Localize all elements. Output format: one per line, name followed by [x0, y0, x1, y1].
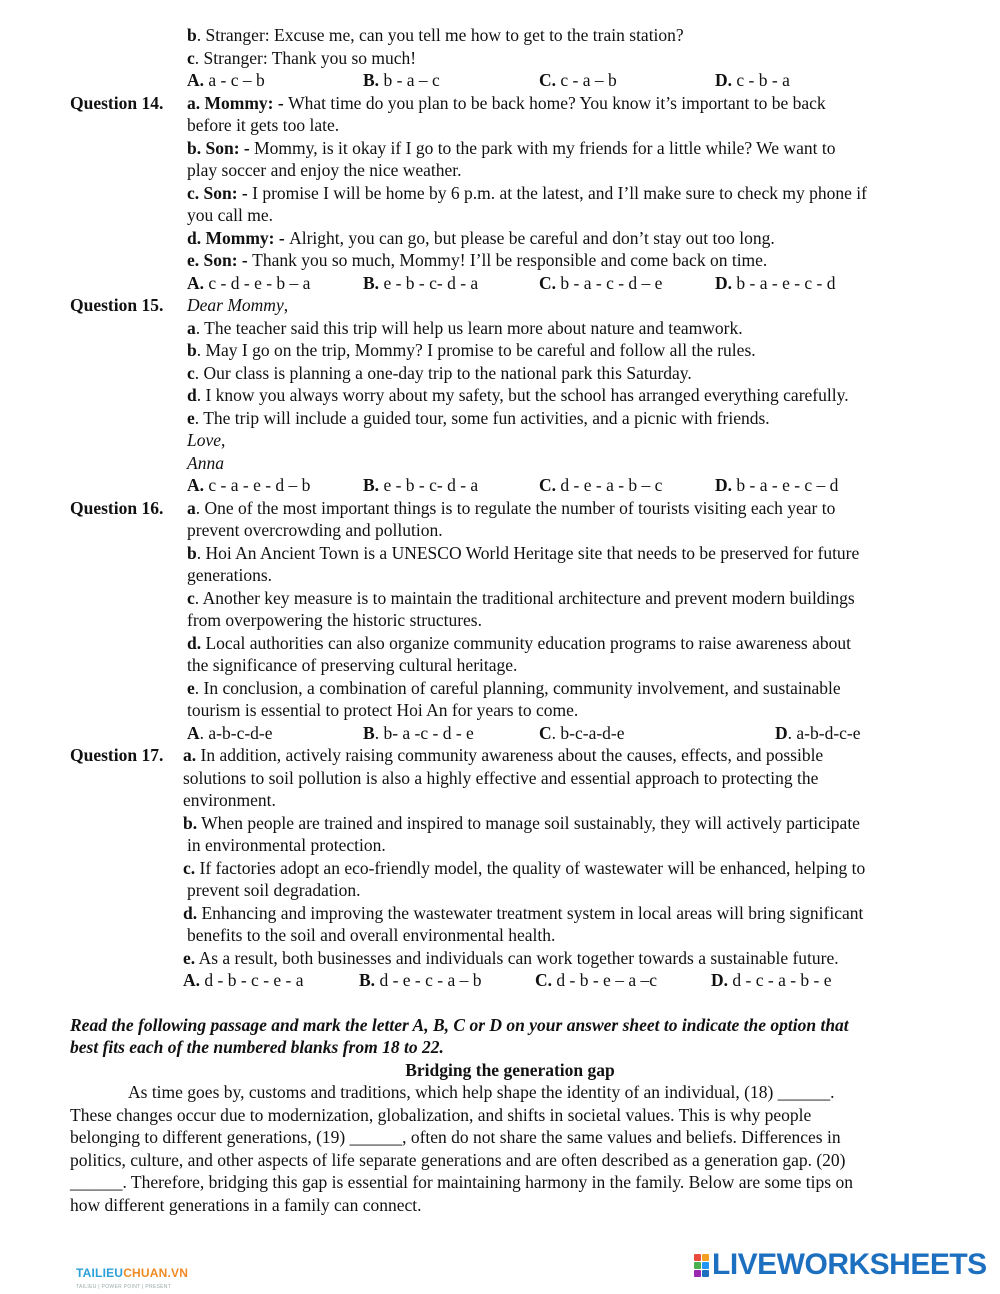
- option-letter: C.: [539, 475, 557, 495]
- passage-line: belonging to different generations, (19) ______, often do not share the same values and beliefs. Differences in: [70, 1127, 841, 1147]
- q15-option-d[interactable]: [715, 474, 891, 497]
- q17-item-c: [183, 857, 950, 880]
- icon-block: [694, 1262, 701, 1269]
- q14-item-c: [187, 182, 950, 205]
- speaker: a. Mommy: -: [187, 92, 289, 113]
- option-text: b - a - e - c - d: [732, 272, 836, 293]
- closing-text: Love: [187, 430, 222, 450]
- instruction-line: Read the following passage and mark the letter A, B, C or D on your answer sheet to indicate the option that: [70, 1014, 849, 1035]
- q15-option-c[interactable]: [539, 474, 715, 497]
- q16-item-e-cont: tourism is essential to protect Hoi An for years to come.: [187, 700, 579, 720]
- item-text: Mommy, is it okay if I go to the park with my friends for a little while? We want to: [254, 137, 836, 158]
- speaker: e. Son: -: [187, 250, 253, 270]
- q15-salutation: [187, 294, 950, 317]
- q14-item-c-cont: you call me.: [187, 205, 274, 225]
- option-text: c - a - e - d – b: [204, 475, 311, 495]
- question-16: [70, 497, 950, 745]
- question-15: [70, 294, 950, 497]
- q13-item-b: [187, 24, 950, 47]
- q16-option-b[interactable]: [363, 722, 539, 745]
- option-letter: B.: [363, 272, 380, 293]
- q16-item-d-cont: the significance of preserving cultural heritage.: [187, 655, 518, 675]
- passage-line: how different generations in a family can connect.: [70, 1194, 422, 1215]
- option-letter: D.: [715, 475, 733, 495]
- q15-option-b[interactable]: [363, 474, 539, 497]
- q14-item-a: [187, 92, 950, 115]
- option-text: c - b - a: [732, 70, 790, 90]
- option-text: b - a - c - d – e: [556, 272, 663, 293]
- item-text: . In conclusion, a combination of careful planning, community involvement, and sustainable: [194, 677, 841, 698]
- document-content: [70, 24, 950, 1216]
- item-letter: d.: [183, 902, 198, 923]
- option-letter: D.: [715, 70, 733, 90]
- option-letter: B.: [363, 70, 380, 90]
- item-letter: c: [187, 47, 195, 68]
- q13-option-b[interactable]: [363, 69, 539, 92]
- option-letter: B.: [363, 475, 380, 495]
- item-text: . Our class is planning a one-day trip to the national park this Saturday.: [194, 362, 692, 383]
- q17-options: [183, 969, 950, 992]
- option-letter: B.: [359, 970, 376, 990]
- item-letter: b: [187, 25, 197, 45]
- q13-item-c: [187, 47, 950, 70]
- instruction-line: best fits each of the numbered blanks from 18 to 22.: [70, 1037, 444, 1057]
- q16-item-a: [187, 497, 951, 520]
- logo-part: CHUAN.VN: [123, 1266, 189, 1280]
- q14-item-a-cont: before it gets too late.: [187, 115, 340, 135]
- item-text: . May I go on the trip, Mommy? I promise to be careful and follow all the rules.: [196, 340, 756, 360]
- speaker: d. Mommy: -: [187, 227, 290, 248]
- q17-item-d-cont: benefits to the soil and overall environmental health.: [187, 925, 556, 945]
- q16-option-a[interactable]: [187, 722, 363, 745]
- speaker: c. Son: -: [187, 182, 253, 203]
- item-text: . Another key measure is to maintain the traditional architecture and prevent modern buildings: [194, 587, 855, 608]
- q17-item-b: [183, 812, 950, 835]
- item-text: . Hoi An Ancient Town is a UNESCO World Heritage site that needs to be preserved for future: [196, 542, 860, 563]
- option-letter: D: [775, 722, 788, 743]
- q14-option-a[interactable]: [187, 272, 363, 295]
- item-text: I promise I will be home by 6 p.m. at the latest, and I’ll make sure to check my phone if: [252, 182, 867, 203]
- q14-item-e: [187, 249, 950, 272]
- q15-option-a[interactable]: [187, 474, 363, 497]
- q15-signature: [187, 452, 950, 475]
- q15-item-c: [187, 362, 950, 385]
- option-text: c - d - e - b – a: [204, 272, 311, 293]
- option-text: c - a – b: [556, 70, 617, 90]
- option-text: d - e - a - b – c: [556, 475, 663, 495]
- item-text: Enhancing and improving the wastewater treatment system in local areas will bring significant: [197, 902, 864, 923]
- q16-options: [187, 722, 951, 745]
- q13-options: [187, 69, 950, 92]
- q15-item-a: [187, 317, 950, 340]
- item-text: . Stranger: Thank you so much!: [194, 47, 417, 68]
- q16-option-d[interactable]: [775, 722, 951, 745]
- q14-item-b: [187, 137, 950, 160]
- liveworksheets-icon: [694, 1254, 709, 1277]
- q14-item-d: [187, 227, 950, 250]
- q14-option-b[interactable]: [363, 272, 539, 295]
- item-text: Alright, you can go, but please be careful and don’t stay out too long.: [289, 227, 775, 248]
- q17-item-e: [183, 947, 950, 970]
- q15-item-e: [187, 407, 950, 430]
- item-letter: d.: [187, 632, 202, 653]
- q14-options: [187, 272, 950, 295]
- q17-item-a: [183, 744, 950, 767]
- item-letter: b: [187, 340, 197, 360]
- q16-item-c-cont: from overpowering the historic structures.: [187, 610, 482, 630]
- passage-line: These changes occur due to modernization, globalization, and shifts in societal values. This is why people: [70, 1104, 812, 1125]
- q17-item-b-cont: in environmental protection.: [187, 835, 386, 855]
- item-letter: c: [187, 587, 195, 608]
- q14-option-d[interactable]: [715, 272, 891, 295]
- item-text: What time do you plan to be back home? You know it’s important to be back: [288, 92, 826, 113]
- salutation-text: Dear Mommy: [187, 295, 284, 315]
- option-letter: A.: [183, 970, 201, 990]
- icon-block: [702, 1254, 709, 1261]
- q17-item-c-cont: prevent soil degradation.: [187, 880, 361, 900]
- q13-option-c[interactable]: [539, 69, 715, 92]
- question-number: Question 17.: [70, 745, 164, 765]
- question-14: [70, 92, 950, 295]
- q15-options: [187, 474, 950, 497]
- option-letter: A: [187, 722, 200, 743]
- question-17: [70, 744, 950, 992]
- logo-tagline: TAILIEU | POWER POINT | PRESENT: [76, 1284, 172, 1290]
- option-text: . b-c-a-d-e: [551, 722, 625, 743]
- question-number: Question 14.: [70, 92, 164, 113]
- item-letter: d: [187, 385, 197, 405]
- item-letter: e.: [183, 947, 196, 968]
- option-text: b - a - e - c – d: [732, 475, 839, 495]
- reading-instructions: [70, 1014, 950, 1059]
- q14-option-c[interactable]: [539, 272, 715, 295]
- q16-item-c: [187, 587, 951, 610]
- option-letter: C: [539, 722, 552, 743]
- q13-option-d[interactable]: [715, 69, 891, 92]
- q17-option-a[interactable]: [183, 969, 359, 992]
- q14-item-b-cont: play soccer and enjoy the nice weather.: [187, 160, 462, 180]
- q16-item-e: [187, 677, 951, 700]
- q16-option-c[interactable]: [539, 722, 775, 745]
- option-text: a - c – b: [204, 70, 265, 90]
- q17-item-a-cont2: environment.: [183, 790, 276, 810]
- q17-item-d: [183, 902, 950, 925]
- q17-item-a-cont: solutions to soil pollution is also a highly effective and essential approach to protecting the: [183, 767, 819, 788]
- closing-comma: ,: [221, 430, 226, 450]
- item-letter: e: [187, 677, 195, 698]
- item-text: . Stranger: Excuse me, can you tell me how to get to the train station?: [196, 25, 684, 45]
- option-letter: C.: [539, 272, 557, 293]
- q16-item-b-cont: generations.: [187, 565, 273, 585]
- icon-block: [694, 1254, 701, 1261]
- item-letter: a: [187, 497, 196, 518]
- icon-block: [702, 1262, 709, 1269]
- option-text: e - b - c- d - a: [379, 475, 479, 495]
- item-text: . The teacher said this trip will help us learn more about nature and teamwork.: [195, 317, 743, 338]
- passage-line: As time goes by, customs and traditions, which help shape the identity of an individual, (18) ______.: [128, 1082, 835, 1102]
- option-letter: B: [363, 722, 375, 743]
- item-text: . One of the most important things is to regulate the number of tourists visiting each year to: [195, 497, 836, 518]
- reading-passage: [70, 1081, 950, 1216]
- q16-item-a-cont: prevent overcrowding and pollution.: [187, 520, 443, 540]
- question-13-tail: [70, 24, 950, 92]
- item-text: . The trip will include a guided tour, some fun activities, and a picnic with friends.: [194, 407, 770, 428]
- item-text: If factories adopt an eco-friendly model, the quality of wastewater will be enhanced, helping to: [195, 857, 866, 878]
- item-text: . I know you always worry about my safety, but the school has arranged everything carefully.: [196, 385, 849, 405]
- question-number: Question 16.: [70, 497, 164, 518]
- option-text: d - b - e – a –c: [552, 970, 657, 990]
- q17-option-d[interactable]: [711, 969, 887, 992]
- item-text: When people are trained and inspired to manage soil sustainably, they will actively participate: [197, 812, 860, 833]
- option-text: e - b - c- d - a: [379, 272, 479, 293]
- q15-item-d: [187, 384, 950, 407]
- salutation-comma: ,: [283, 295, 289, 315]
- option-text: b - a – c: [379, 70, 440, 90]
- item-letter: c: [187, 362, 195, 383]
- page-footer: [0, 1248, 1000, 1292]
- q16-item-b: [187, 542, 951, 565]
- liveworksheets-wordmark: LIVEWORKSHEETS: [712, 1248, 987, 1282]
- question-body: [187, 294, 950, 497]
- passage-title: Bridging the generation gap: [405, 1059, 615, 1080]
- item-letter: a: [187, 317, 196, 338]
- option-text: d - b - c - e - a: [200, 970, 304, 990]
- q13-option-a[interactable]: [187, 69, 363, 92]
- item-text: Thank you so much, Mommy! I’ll be responsible and come back on time.: [252, 250, 768, 270]
- question-body: [187, 497, 951, 745]
- option-text: . a-b-c-d-e: [199, 722, 273, 743]
- option-letter: A.: [187, 272, 205, 293]
- logo-part: TAILIEU: [76, 1266, 124, 1280]
- option-text: . a-b-d-c-e: [787, 722, 861, 743]
- q15-closing: [187, 429, 950, 452]
- option-letter: D.: [711, 970, 729, 990]
- option-letter: C.: [539, 70, 557, 90]
- option-letter: A.: [187, 475, 205, 495]
- option-text: . b- a -c - d - e: [374, 722, 474, 743]
- option-text: d - e - c - a – b: [375, 970, 482, 990]
- signature-text: Anna: [187, 452, 224, 473]
- item-text: Local authorities can also organize community education programs to raise awareness about: [201, 632, 851, 653]
- q16-item-d: [187, 632, 951, 655]
- option-letter: D.: [715, 272, 733, 293]
- speaker: b. Son: -: [187, 137, 255, 158]
- q17-option-b[interactable]: [359, 969, 535, 992]
- question-number: Question 15.: [70, 295, 164, 315]
- icon-block: [694, 1270, 701, 1277]
- question-body: [187, 92, 950, 295]
- item-letter: e: [187, 407, 195, 428]
- liveworksheets-logo[interactable]: [694, 1248, 987, 1282]
- option-letter: A.: [187, 70, 205, 90]
- passage-line: ______. Therefore, bridging this gap is essential for maintaining harmony in the family. Below are some tips on: [70, 1172, 853, 1192]
- q15-item-b: [187, 339, 950, 362]
- item-letter: a.: [183, 745, 197, 765]
- item-letter: c.: [183, 857, 196, 878]
- item-text: In addition, actively raising community awareness about the causes, effects, and possible: [196, 745, 824, 765]
- item-letter: b.: [183, 812, 198, 833]
- option-text: d - c - a - b - e: [728, 970, 832, 990]
- item-letter: b: [187, 542, 197, 563]
- icon-block: [702, 1270, 709, 1277]
- q17-option-c[interactable]: [535, 969, 711, 992]
- passage-line: politics, culture, and other aspects of life separate generations and are often described as a generation gap. (20): [70, 1149, 846, 1170]
- item-text: As a result, both businesses and individuals can work together towards a sustainable future.: [195, 947, 839, 968]
- option-letter: C.: [535, 970, 553, 990]
- question-body: [183, 744, 950, 992]
